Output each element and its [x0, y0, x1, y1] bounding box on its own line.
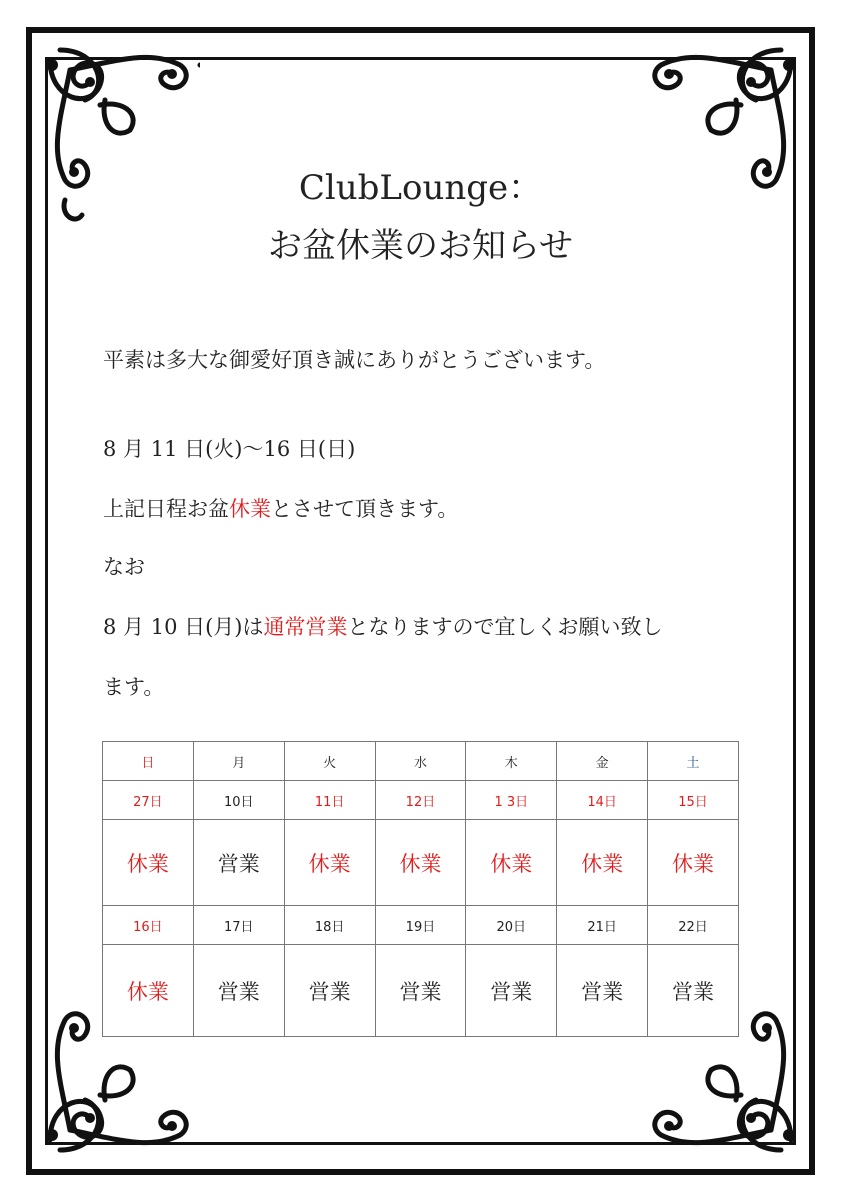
- date-cell: 1 3日: [466, 781, 557, 820]
- week1-date-row: [103, 781, 739, 820]
- weekday-fri: 金: [557, 742, 648, 781]
- open-suffix: となりますので宜しくお願い致し: [347, 615, 663, 639]
- closure-suffix: とさせて頂きます。: [271, 497, 459, 521]
- date-cell: 12日: [375, 781, 466, 820]
- weekday-mon: 月: [193, 742, 284, 781]
- date-cell: 21日: [557, 906, 648, 945]
- status-cell: 休業: [284, 820, 375, 906]
- status-cell: 営業: [648, 945, 739, 1037]
- status-cell: 営業: [193, 945, 284, 1037]
- status-cell: 休業: [648, 820, 739, 906]
- status-cell: 営業: [375, 945, 466, 1037]
- page-title: ClubLounge：: [298, 168, 543, 208]
- open-highlight: 通常営業: [263, 615, 348, 639]
- holiday-calendar-table: [102, 741, 739, 1037]
- weekday-wed: 水: [375, 742, 466, 781]
- open-prefix: 8 月 10 日(月)は: [103, 615, 264, 639]
- status-cell: 営業: [557, 945, 648, 1037]
- date-cell: 18日: [284, 906, 375, 945]
- week2-status-row: [103, 945, 739, 1037]
- page-subtitle: お盆休業のお知らせ: [268, 226, 573, 266]
- date-cell: 20日: [466, 906, 557, 945]
- status-cell: 休業: [375, 820, 466, 906]
- date-cell: 17日: [193, 906, 284, 945]
- week1-status-row: [103, 820, 739, 906]
- status-cell: 営業: [284, 945, 375, 1037]
- week2-date-row: [103, 906, 739, 945]
- closure-prefix: 上記日程お盆: [103, 497, 229, 521]
- open-line: [103, 611, 663, 641]
- date-cell: 22日: [648, 906, 739, 945]
- closure-line: [103, 493, 458, 523]
- weekday-sun: 日: [103, 742, 194, 781]
- weekday-tue: 火: [284, 742, 375, 781]
- status-cell: 休業: [557, 820, 648, 906]
- status-cell: 休業: [103, 820, 194, 906]
- weekday-header-row: [103, 742, 739, 781]
- status-cell: 休業: [103, 945, 194, 1037]
- date-cell: 15日: [648, 781, 739, 820]
- date-cell: 27日: [103, 781, 194, 820]
- date-cell: 16日: [103, 906, 194, 945]
- date-cell: 14日: [557, 781, 648, 820]
- weekday-sat: 土: [648, 742, 739, 781]
- greeting-text: 平素は多大な御愛好頂き誠にありがとうございます。: [103, 348, 606, 372]
- weekday-thu: 木: [466, 742, 557, 781]
- date-cell: 19日: [375, 906, 466, 945]
- closure-highlight: 休業: [229, 497, 271, 521]
- status-cell: 営業: [193, 820, 284, 906]
- date-cell: 11日: [284, 781, 375, 820]
- closure-dates: 8 月 11 日(火)〜16 日(日): [103, 437, 356, 461]
- status-cell: 休業: [466, 820, 557, 906]
- open-line-end: ます。: [103, 675, 165, 699]
- note-text: なお: [103, 555, 145, 579]
- date-cell: 10日: [193, 781, 284, 820]
- status-cell: 営業: [466, 945, 557, 1037]
